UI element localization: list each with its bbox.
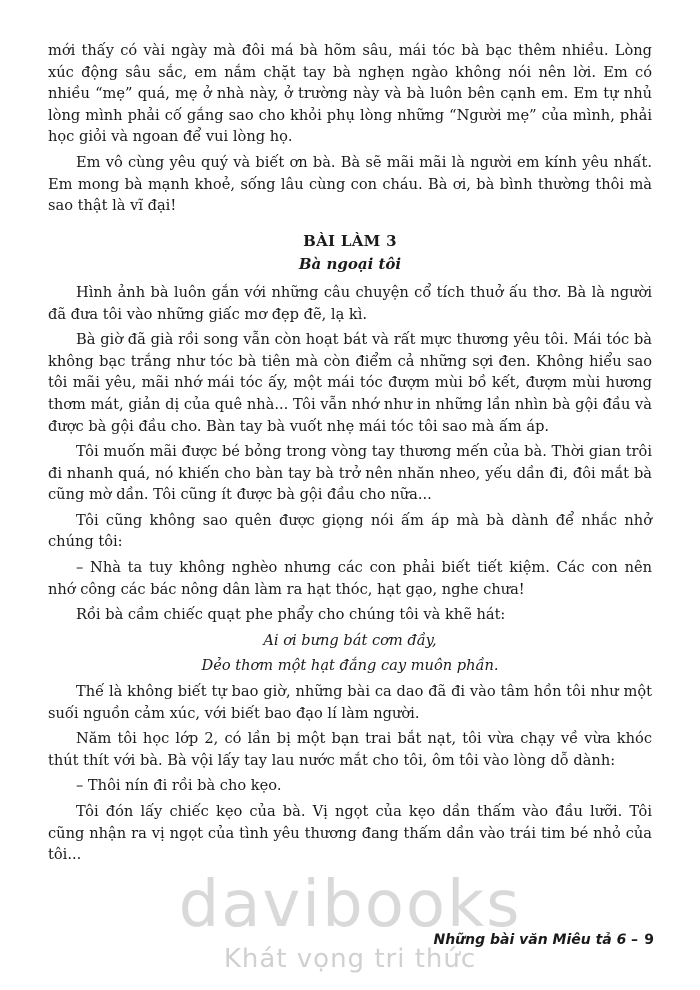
dialogue-line: – Thôi nín đi rồi bà cho kẹo. [76, 777, 282, 795]
paragraph: Em vô cùng yêu quý và biết ơn bà. Bà sẽ mãi mãi là người em kính yêu nhất. Em mong bà mạnh khoẻ, sống lâu cùng con cháu. Bà ơi, bà bình thường thôi mà sao thật là vĩ đại! [48, 153, 652, 215]
paragraph: Thế là không biết tự bao giờ, những bài ca dao đã đi vào tâm hồn tôi như một suối nguồn cảm xúc, với biết bao đạo lí làm người. [48, 683, 652, 722]
essay-title: Bà ngoại tôi [298, 255, 402, 274]
poem-line: Dẻo thơm một hạt đắng cay muôn phần. [201, 657, 499, 675]
dialogue-line: – Nhà ta tuy không nghèo nhưng các con phải biết tiết kiệm. Các con nên nhớ công các bác nông dân làm ra hạt thóc, hạt gạo, nghe chưa! [48, 559, 652, 598]
watermark-logo: davibooks [178, 868, 522, 942]
page-body [48, 40, 652, 870]
section-heading: BÀI LÀM 3 [303, 231, 397, 250]
paragraph: Năm tôi học lớp 2, có lần bị một bạn trai bắt nạt, tôi vừa chạy về vừa khóc thút thít với bà. Bà vội lấy tay lau nước mắt cho tôi, ôm tôi vào lòng dỗ dành: [48, 730, 652, 769]
paragraph: Bà giờ đã già rồi song vẫn còn hoạt bát và rất mực thương yêu tôi. Mái tóc bà không bạc trắng như tóc bà tiên mà còn điểm cả những sợi đen. Không hiểu sao tôi mãi yêu, mãi nhớ mái tóc ấy, một mái tóc đượm mùi bồ kết, đượm mùi hương thơm mát, giản dị của quê nhà... Tôi vẫn nhớ như in những lần nhìn bà gội đầu và được bà gội đầu cho. Bàn tay bà vuốt nhẹ mái tóc tôi sao mà ấm áp. [48, 331, 652, 435]
watermark-tagline: Khát vọng tri thức [223, 944, 477, 974]
paragraph: Tôi đón lấy chiếc kẹo của bà. Vị ngọt của kẹo dần thấm vào đầu lưỡi. Tôi cũng nhận ra vị ngọt của tình yêu thương đang thấm dần vào trái tim bé nhỏ của tôi... [48, 803, 652, 864]
page-footer [433, 932, 654, 948]
paragraph: Tôi muốn mãi được bé bỏng trong vòng tay thương mến của bà. Thời gian trôi đi nhanh quá, nó khiến cho bàn tay bà trở nên nhăn nheo, yếu dần đi, đôi mắt bà cũng mờ dần. Tôi cũng ít được bà gội đầu cho nữa... [48, 443, 652, 504]
poem-line: Ai ơi bưng bát cơm đầy, [263, 631, 437, 649]
paragraph: mới thấy có vài ngày mà đôi má bà hõm sâu, mái tóc bà bạc thêm nhiều. Lòng xúc động sâu sắc, em nắm chặt tay bà nghẹn ngào không nói nên lời. Em có nhiều “mẹ” quá, mẹ ở nhà này, ở trường này và bà luôn bên cạnh em. Em tự nhủ lòng mình phải cố gắng sao cho khỏi phụ lòng những “Người mẹ” của mình, phải học giỏi và ngoan để vui lòng họ. [48, 42, 652, 146]
page-number: 9 [644, 932, 654, 948]
footer-book-title: Những bài văn Miêu tả 6 – [433, 932, 639, 948]
paragraph: Rồi bà cầm chiếc quạt phe phẩy cho chúng tôi và khẽ hát: [76, 606, 506, 624]
paragraph: Hình ảnh bà luôn gắn với những câu chuyện cổ tích thuở ấu thơ. Bà là người đã đưa tôi vào những giấc mơ đẹp đẽ, lạ kì. [48, 283, 652, 323]
paragraph: Tôi cũng không sao quên được giọng nói ấm áp mà bà dành để nhắc nhở chúng tôi: [48, 511, 652, 551]
